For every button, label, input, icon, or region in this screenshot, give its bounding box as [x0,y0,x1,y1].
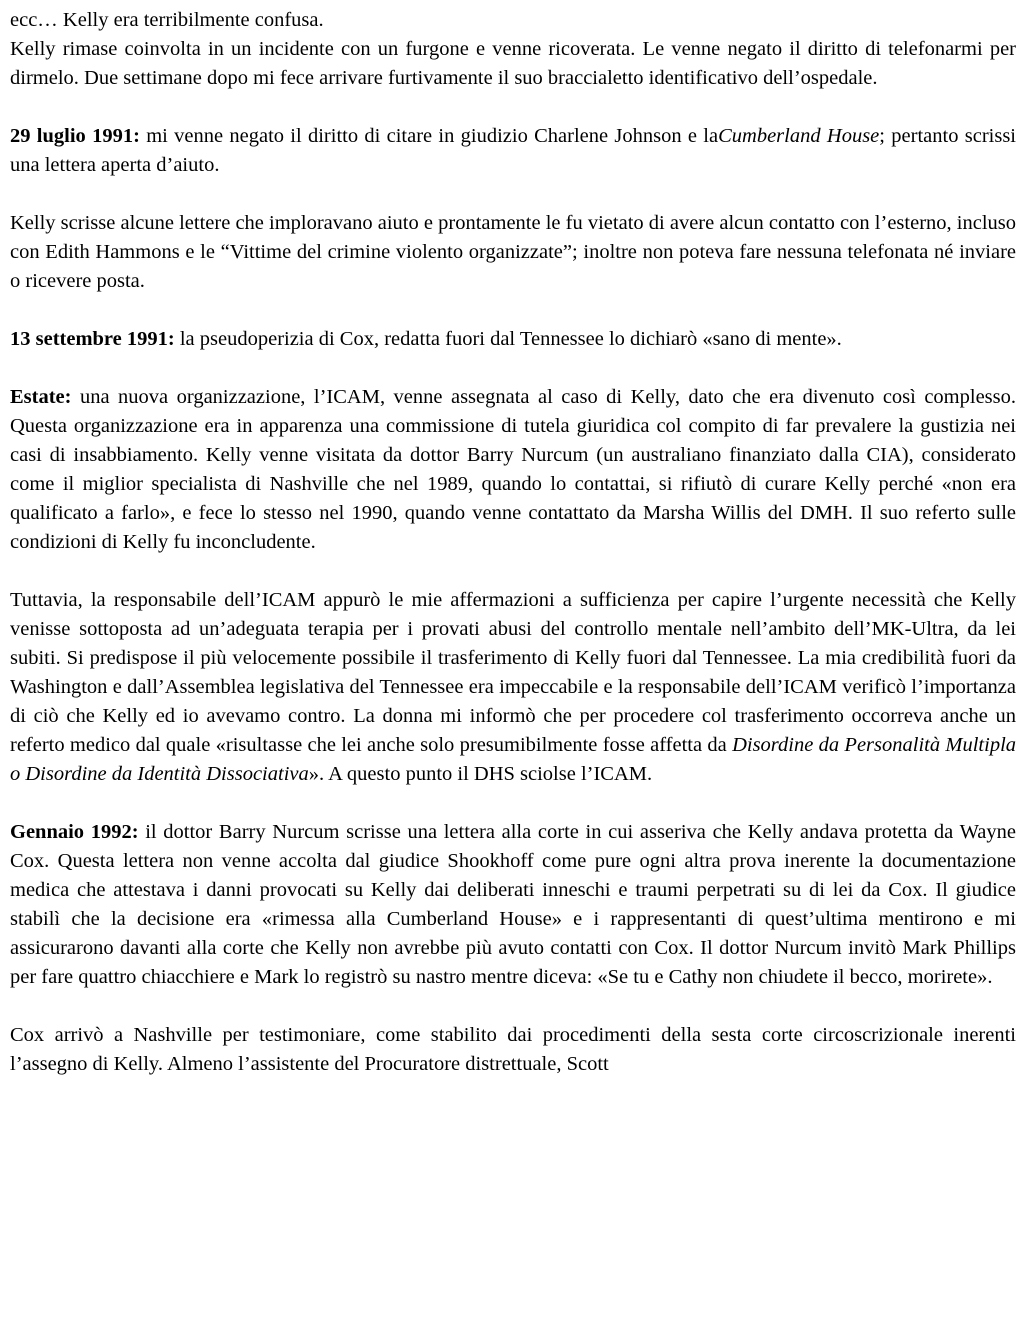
paragraph-text: ». A questo punto il DHS sciolse l’ICAM. [308,763,653,785]
paragraph-text: la pseudoperizia di Cox, redatta fuori dal Tennessee lo dichiarò «sano di mente». [174,328,842,350]
paragraph-january-1992 [10,818,1016,992]
italic-term: Disordine da Personalità Multipla o Disordine da Identità Dissociativa [10,734,1017,785]
document-page [10,6,1016,1079]
entry-date: Gennaio 1992: [10,821,139,843]
paragraph-cox-nashville [10,1021,1016,1079]
paragraph-text: Kelly rimase coinvolta in un incidente con un furgone e venne ricoverata. Le venne negato il diritto di telefonarmi per dirmelo. Due settimane dopo mi fece arrivare furtivamente il suo braccialetto identificativo dell’ospedale. [10,38,1016,89]
paragraph-text: Kelly scrisse alcune lettere che imploravano aiuto e prontamente le fu vietato di avere alcun contatto con l’esterno, incluso con Edith Hammons e le “Vittime del crimine violento organizzate”; inoltre non poteva fare nessuna telefonata né inviare o ricevere posta. [10,212,1016,292]
paragraph-text: Tuttavia, la responsabile dell’ICAM appurò le mie affermazioni a sufficienza per capire l’urgente necessità che Kelly venisse sottoposta ad un’adeguata terapia per i provati abusi del controllo mentale nell’ambito dell’MK-Ultra, da lei subiti. Si predispose il più velocemente possibile il trasferimento di Kelly fuori dal Tennessee. La mia credibilità fuori da Washington e dall’Assemblea legislativa del Tennessee era impeccabile e la responsabile dell’ICAM verificò l’importanza di ciò che Kelly ed io avevamo contro. La donna mi informò che per procedere col trasferimento occorreva anche un referto medico dal quale «risultasse che lei anche solo presumibilmente fosse affetta da [10,589,1016,756]
entry-date: Estate: [10,386,72,408]
entry-date: 13 settembre 1991: [10,328,175,350]
italic-term: Cumberland House [718,125,880,147]
paragraph-intro [10,6,1016,35]
paragraph-text: ; pertanto scrissi una lettera aperta d’aiuto. [10,125,1016,176]
paragraph-icam [10,586,1016,789]
paragraph-text: ecc… Kelly era terribilmente confusa. [10,9,324,31]
paragraph-september-1991 [10,325,1016,354]
paragraph-text: il dottor Barry Nurcum scrisse una lettera alla corte in cui asseriva che Kelly andava protetta da Wayne Cox. Questa lettera non venne accolta dal giudice Shookhoff come pure ogni altra prova inerente la documentazione medica che attestava i danni provocati su Kelly dai deliberati inneschi e traumi perpetrati su di lei da Cox. Il giudice stabilì che la decisione era «rimessa alla Cumberland House» e i rappresentanti di quest’ultima mentirono e mi assicurarono davanti alla corte che Kelly non avrebbe più avuto contatti con Cox. Il dottor Nurcum invitò Mark Phillips per fare quattro chiacchiere e Mark lo registrò su nastro mentre diceva: «Se tu e Cathy non chiudete il becco, morirete». [10,821,1016,988]
paragraph-accident [10,35,1016,93]
paragraph-july-1991 [10,122,1016,180]
paragraph-text: Cox arrivò a Nashville per testimoniare, come stabilito dai procedimenti della sesta corte circoscrizionale inerenti l’assegno di Kelly. Almeno l’assistente del Procuratore distrettuale, Scott [10,1024,1016,1075]
paragraph-summer [10,383,1016,557]
paragraph-letters [10,209,1016,296]
paragraph-text: mi venne negato il diritto di citare in giudizio Charlene Johnson e la [139,125,719,147]
paragraph-text: una nuova organizzazione, l’ICAM, venne assegnata al caso di Kelly, dato che era divenuto così complesso. Questa organizzazione era in apparenza una commissione di tutela giuridica col compito di far prevalere la gustizia nei casi di insabbiamento. Kelly venne visitata da dottor Barry Nurcum (un australiano finanziato dalla CIA), considerato come il miglior specialista di Nashville che nel 1989, quando lo contattai, si rifiutò di curare Kelly perché «non era qualificato a farlo», e fece lo stesso nel 1990, quando venne contattato da Marsha Willis del DMH. Il suo referto sulle condizioni di Kelly fu inconcludente. [10,386,1016,553]
entry-date: 29 luglio 1991: [10,125,140,147]
